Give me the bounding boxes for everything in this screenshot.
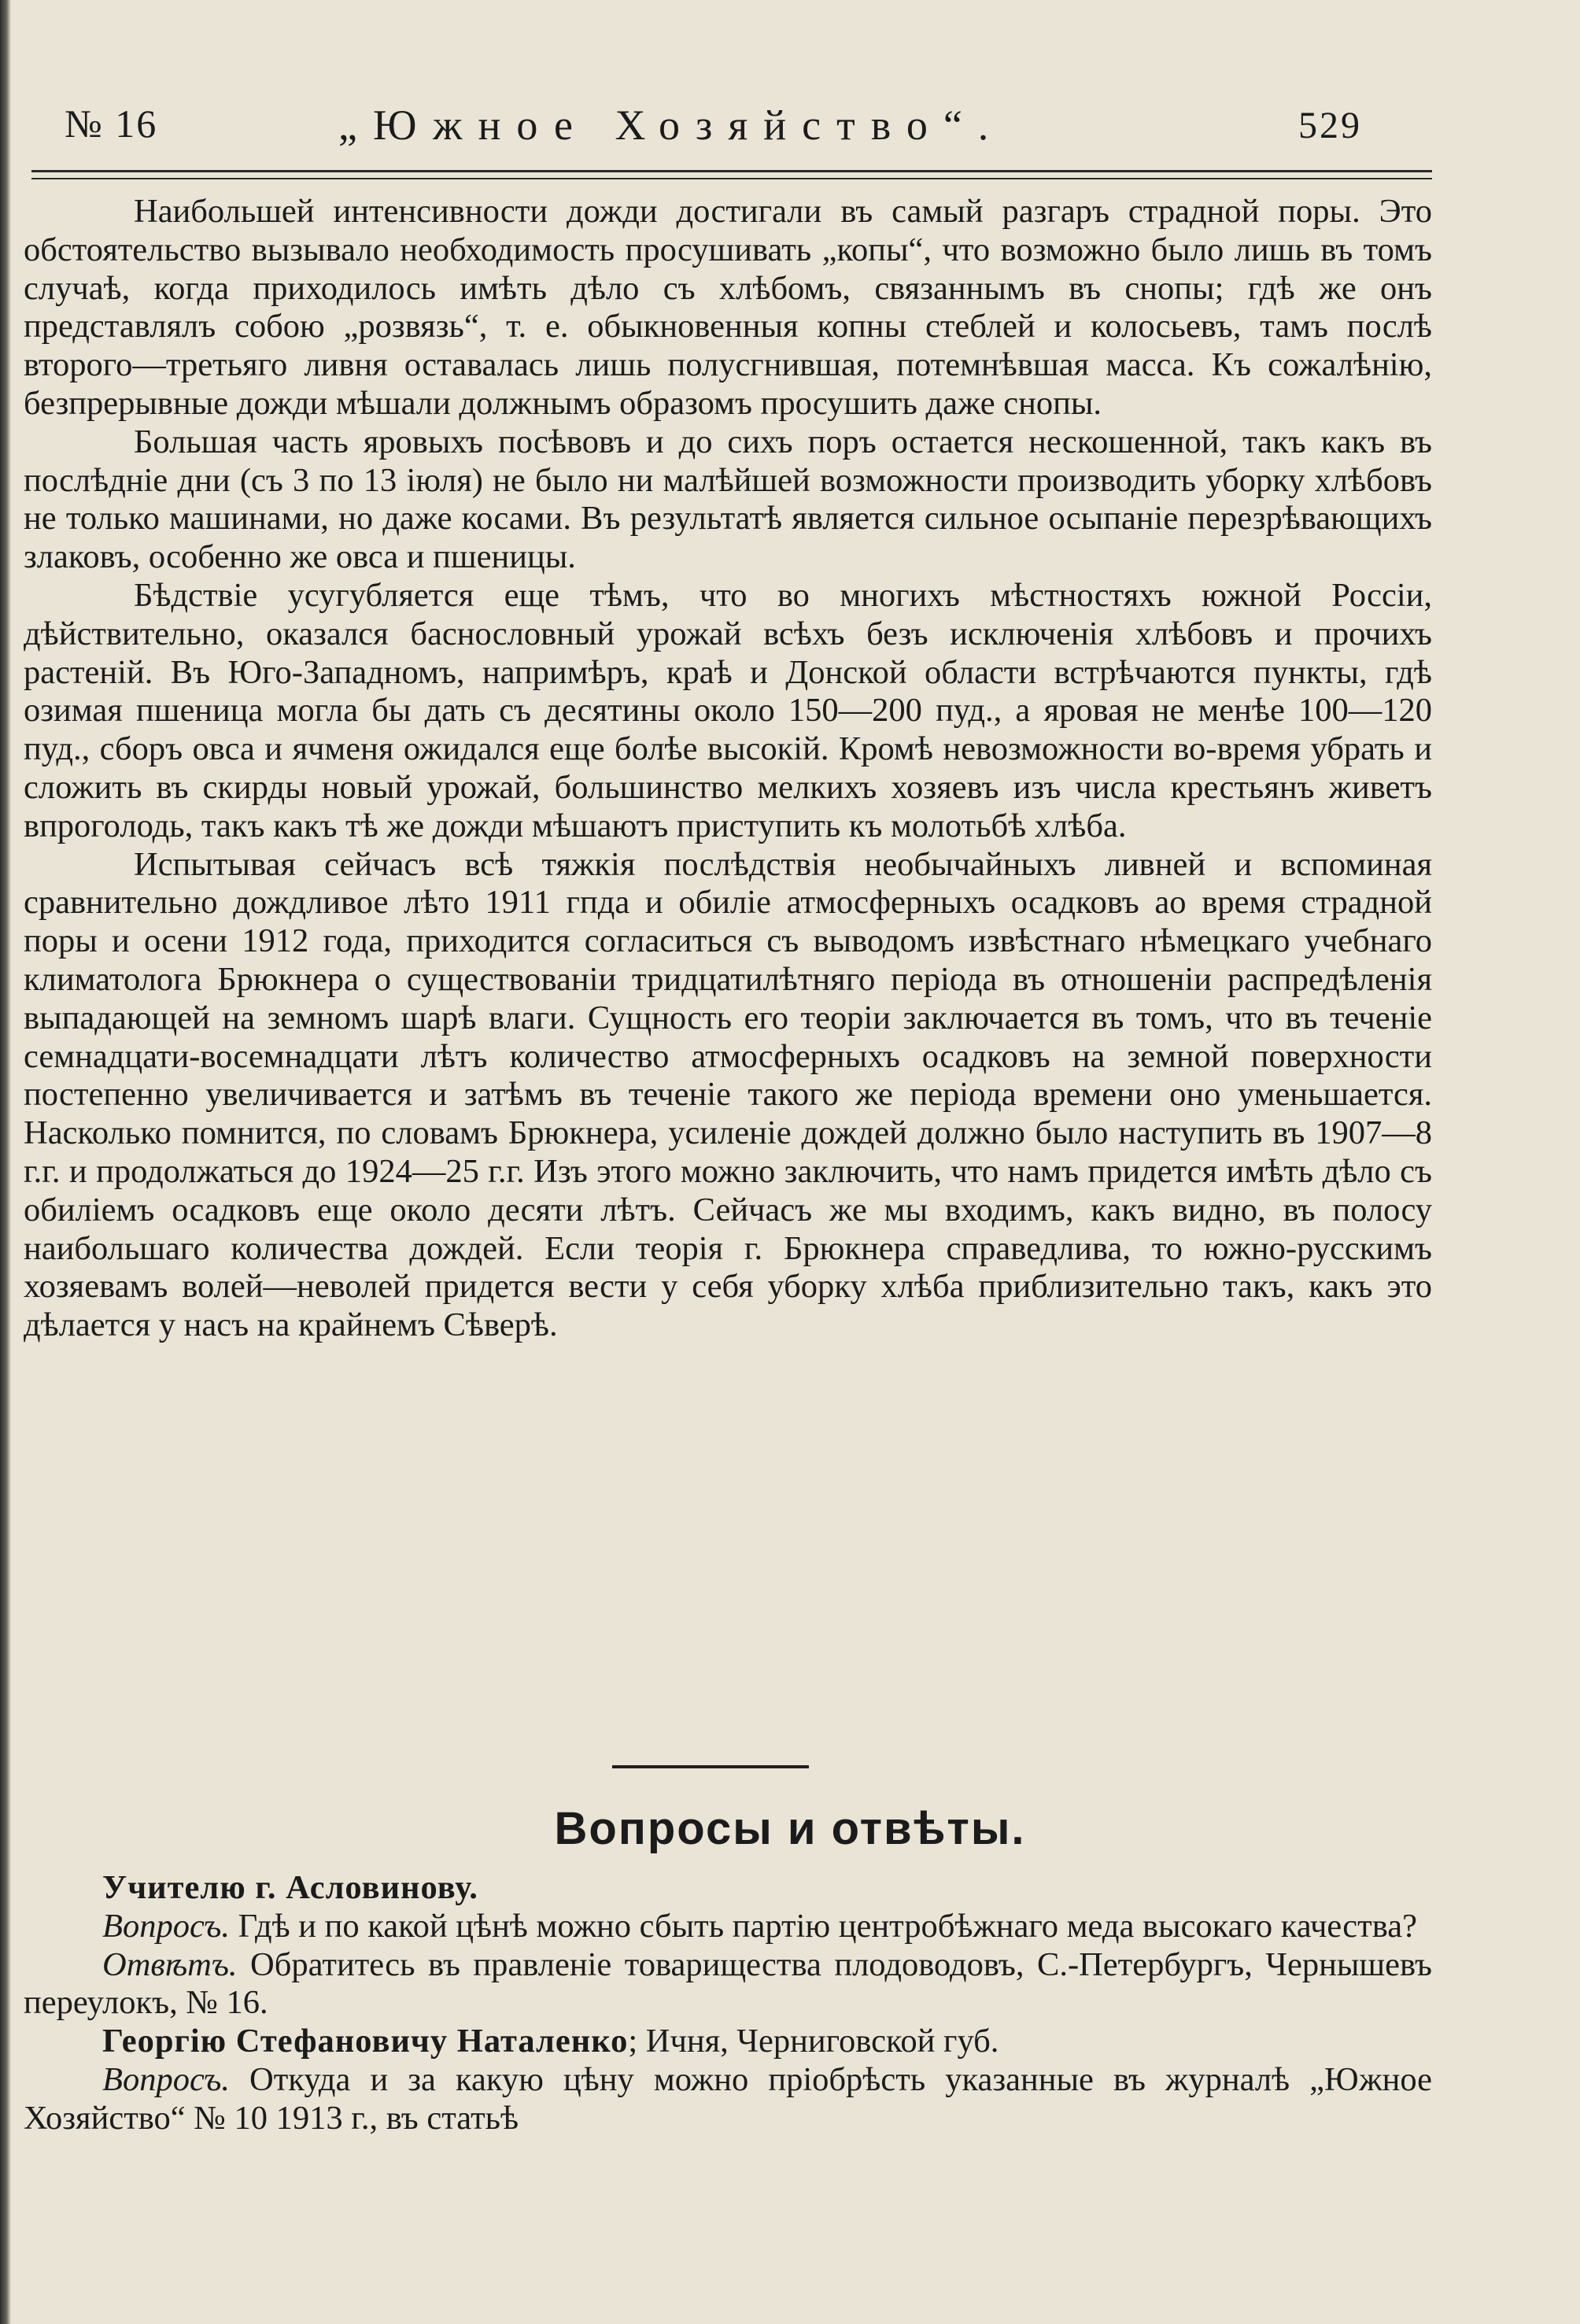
question — [24, 2061, 1432, 2138]
answer-label: Отвѣтъ. — [102, 1945, 238, 1983]
addressee — [24, 1869, 1432, 1908]
journal-title: „Южное Хозяйство“. — [338, 102, 1005, 149]
question-label: Вопросъ. — [102, 2060, 230, 2098]
paragraph: Большая часть яровыхъ посѣвовъ и до сихъ поръ остается нескошенной, такъ какъ въ послѣдніе дни (съ 3 по 13 іюля) не было ни малѣйшей возможности производить уборку хлѣбовъ не только машинами, но даже косами. Въ результатѣ является сильное осыпаніе перезрѣвающихъ злаковъ, особенно же овса и пшеницы. — [24, 423, 1432, 576]
paragraph: Наибольшей интенсивности дожди достигали въ самый разгаръ страдной поры. Это обстоятельство вызывало необходимость просушивать „копы“, что возможно было лишь въ томъ случаѣ, когда приходилось имѣть дѣло съ хлѣбомъ, связаннымъ въ снопы; гдѣ же онъ представлялъ собою „розвязь“, т. е. обыкновенныя копны стеблей и колосьевъ, тамъ послѣ второго—третьяго ливня оставалась лишь полусгнившая, потемнѣвшая масса. Къ сожалѣнію, безпрерывные дожди мѣшали должнымъ образомъ просушить даже снопы. — [24, 193, 1432, 422]
question-label: Вопросъ. — [102, 1907, 230, 1945]
page — [16, 94, 1432, 165]
question — [24, 1908, 1432, 1946]
running-header — [16, 94, 1432, 165]
page-number: 529 — [1298, 105, 1362, 146]
header-rule-thin — [31, 178, 1432, 179]
question-text: Откуда и за какую цѣну можно пріобрѣсть указанные въ журналѣ „Южное Хозяйство“ № 10 1913 г., въ статьѣ — [24, 2060, 1432, 2137]
article-body — [24, 193, 1432, 1345]
page-binding-edge — [0, 0, 11, 2324]
answer-text: Обратитесь въ правленіе товарищества плодоводовъ, С.-Петербургъ, Чернышевъ переулокъ, № 16. — [24, 1945, 1432, 2022]
issue-number: № 16 — [65, 102, 158, 146]
addressee-name: Учителю г. Асловинову. — [102, 1869, 478, 1906]
section-divider — [612, 1765, 809, 1768]
addressee-location: ; Ичня, Черниговской губ. — [628, 2023, 999, 2060]
paragraph: Испытывая сейчасъ всѣ тяжкія послѣдствія необычайныхъ ливней и вспоминая сравнительно дождливое лѣто 1911 гпда и обиліе атмосферныхъ осадковъ ао время страдной поры и осени 1912 года, приходится согласиться съ выводомъ извѣстнаго нѣмецкаго учебнаго климатолога Брюкнера о существованіи тридцатилѣтняго періода въ отношеніи распредѣленія выпадающей на земномъ шарѣ влаги. Сущность его теоріи заключается въ томъ, что въ теченіе семнадцати-восемнадцати лѣтъ количество атмосферныхъ осадковъ на земной поверхности постепенно увеличивается и затѣмъ въ теченіе такого же періода времени оно уменьшается. Насколько помнится, по словамъ Брюкнера, усиленіе дождей должно было наступить въ 1907—8 г.г. и продолжаться до 1924—25 г.г. Изъ этого можно заключить, что намъ придется имѣть дѣло съ обиліемъ осадковъ еще около десяти лѣтъ. Сейчасъ же мы входимъ, какъ видно, въ полосу наибольшаго количества дождей. Если теорія г. Брюкнера справедлива, то южно-русскимъ хозяевамъ волей—неволей придется вести у себя уборку хлѣба приблизительно такъ, какъ это дѣлается у насъ на крайнемъ Сѣверѣ. — [24, 845, 1432, 1344]
question-text: Гдѣ и по какой цѣнѣ можно сбыть партію центробѣжнаго меда высокаго качества? — [229, 1907, 1417, 1945]
answer — [24, 1946, 1432, 2023]
addressee — [24, 2023, 1432, 2061]
addressee-name: Георгію Стефановичу Наталенко — [102, 2023, 629, 2060]
questions-answers — [24, 1869, 1432, 2138]
paragraph: Бѣдствіе усугубляется еще тѣмъ, что во многихъ мѣстностяхъ южной Россіи, дѣйствительно, оказался баснословный урожай всѣхъ безъ исключенія хлѣбовъ и прочихъ растеній. Въ Юго-Западномъ, напримѣръ, краѣ и Донской области встрѣчаются пункты, гдѣ озимая пшеница могла бы дать съ десятины около 150—200 пуд., а яровая не менѣе 100—120 пуд., сборъ овса и ячменя ожидался еще болѣе высокій. Кромѣ невозможности во-время убрать и сложить въ скирды новый урожай, большинство мелкихъ хозяевъ изъ числа крестьянъ живетъ впроголодь, такъ какъ тѣ же дожди мѣшаютъ приступить къ молотьбѣ хлѣба. — [24, 576, 1432, 844]
section-title: Вопросы и отвѣты. — [554, 1803, 1026, 1854]
header-rule — [31, 170, 1432, 172]
